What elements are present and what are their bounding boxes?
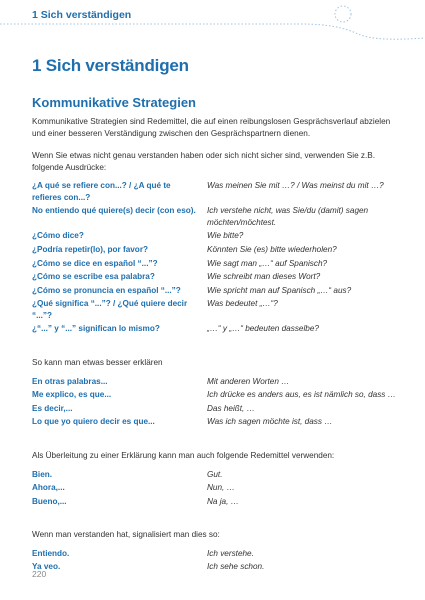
header-dotted-circle	[335, 6, 351, 22]
phrase-row	[32, 230, 402, 244]
spanish-phrase: ¿Cómo se escribe esa palabra?	[32, 272, 155, 282]
phrase-row	[32, 180, 402, 205]
german-translation: Das heißt, …	[207, 403, 255, 413]
german-translation: Könnten Sie (es) bitte wiederholen?	[207, 244, 337, 254]
spanish-phrase: Me explico, es que...	[32, 390, 112, 400]
german-translation: Ich drücke es anders aus, es ist nämlich so, dass …	[207, 390, 396, 400]
german-translation: „…“ y „…“ bedeuten dasselbe?	[207, 324, 319, 334]
spanish-phrase: En otras palabras...	[32, 376, 108, 386]
german-translation: Was bedeutet „…“?	[207, 299, 278, 309]
phrase-table	[32, 469, 402, 510]
phrase-row	[32, 258, 402, 272]
spanish-phrase: ¿Podría repetir(lo), por favor?	[32, 244, 149, 254]
phrase-table	[32, 548, 402, 575]
group-spacer	[32, 430, 402, 450]
group-intro: Wenn man verstanden hat, signalisiert man dies so:	[32, 530, 220, 540]
phrase-table	[32, 180, 402, 337]
german-translation: Wie sagt man „…“ auf Spanisch?	[207, 258, 328, 268]
phrase-row	[32, 205, 402, 230]
spanish-phrase: ¿Cómo se dice en español “...”?	[32, 258, 158, 268]
chapter-title: 1 Sich verständigen	[32, 56, 189, 75]
phrase-row	[32, 389, 402, 403]
german-translation: Ich sehe schon.	[207, 562, 265, 572]
spanish-phrase: ¿Qué significa “...”? / ¿Qué quiere decir “...”?	[32, 299, 188, 320]
phrase-row	[32, 271, 402, 285]
page-number: 220	[32, 569, 47, 579]
group-spacer	[32, 139, 402, 150]
group-intro: Als Überleitung zu einer Erklärung kann man auch folgende Redemittel verwenden:	[32, 450, 335, 460]
spanish-phrase: Bueno,...	[32, 496, 67, 506]
german-translation: Ich verstehe.	[207, 548, 254, 558]
german-translation: Gut.	[207, 469, 223, 479]
spanish-phrase: Entiendo.	[32, 548, 70, 558]
phrase-groups	[32, 139, 402, 575]
phrase-row	[32, 548, 402, 562]
intro-paragraph: Kommunikative Strategien sind Redemittel, die auf einen reibungslosen Gesprächsverlauf abzielen und einer besseren Verständigung zwischen den Gesprächspartnern dienen.	[32, 117, 391, 138]
german-translation: Wie spricht man auf Spanisch „…“ aus?	[207, 285, 352, 295]
spanish-phrase: Es decir,...	[32, 403, 73, 413]
phrase-row	[32, 469, 402, 483]
running-header: 1 Sich verständigen	[32, 9, 132, 21]
spanish-phrase: ¿Cómo se pronuncia en español “...”?	[32, 285, 181, 295]
german-translation: Nun, …	[207, 483, 235, 493]
phrase-row	[32, 285, 402, 299]
section-title: Kommunikative Strategien	[32, 95, 196, 110]
group-spacer	[32, 509, 402, 529]
german-translation: Wie schreibt man dieses Wort?	[207, 272, 321, 282]
phrase-table	[32, 376, 402, 430]
phrase-row	[32, 496, 402, 510]
phrase-row	[32, 298, 402, 323]
german-translation: Was meinen Sie mit …? / Was meinst du mit …?	[207, 181, 384, 191]
spanish-phrase: ¿Cómo dice?	[32, 231, 84, 241]
phrase-row	[32, 323, 402, 337]
german-translation: Na ja, …	[207, 496, 239, 506]
spanish-phrase: No entiendo qué quiere(s) decir (con eso).	[32, 206, 196, 216]
spanish-phrase: Bien.	[32, 469, 53, 479]
group-intro: Wenn Sie etwas nicht genau verstanden haben oder sich nicht sicher sind, verwenden Sie z.B. folgende Ausdrücke:	[32, 151, 376, 172]
group-spacer	[32, 337, 402, 357]
spanish-phrase: ¿A qué se refiere con...? / ¿A qué te refieres con...?	[32, 181, 171, 202]
spanish-phrase: Ahora,...	[32, 483, 65, 493]
phrase-row	[32, 416, 402, 430]
phrase-row	[32, 561, 402, 575]
german-translation: Mit anderen Worten …	[207, 376, 290, 386]
page-content	[32, 116, 402, 575]
german-translation: Was ich sagen möchte ist, dass …	[207, 417, 333, 427]
spanish-phrase: ¿“...” y “...” significan lo mismo?	[32, 324, 160, 334]
phrase-row	[32, 376, 402, 390]
german-translation: Wie bitte?	[207, 231, 244, 241]
phrase-row	[32, 482, 402, 496]
phrase-row	[32, 403, 402, 417]
header-dotted-line	[0, 24, 425, 39]
group-intro: So kann man etwas besser erklären	[32, 357, 163, 367]
phrase-row	[32, 244, 402, 258]
german-translation: Ich verstehe nicht, was Sie/du (damit) sagen möchten/möchtest.	[207, 206, 369, 227]
spanish-phrase: Ya veo.	[32, 562, 61, 572]
spanish-phrase: Lo que yo quiero decir es que...	[32, 417, 155, 427]
